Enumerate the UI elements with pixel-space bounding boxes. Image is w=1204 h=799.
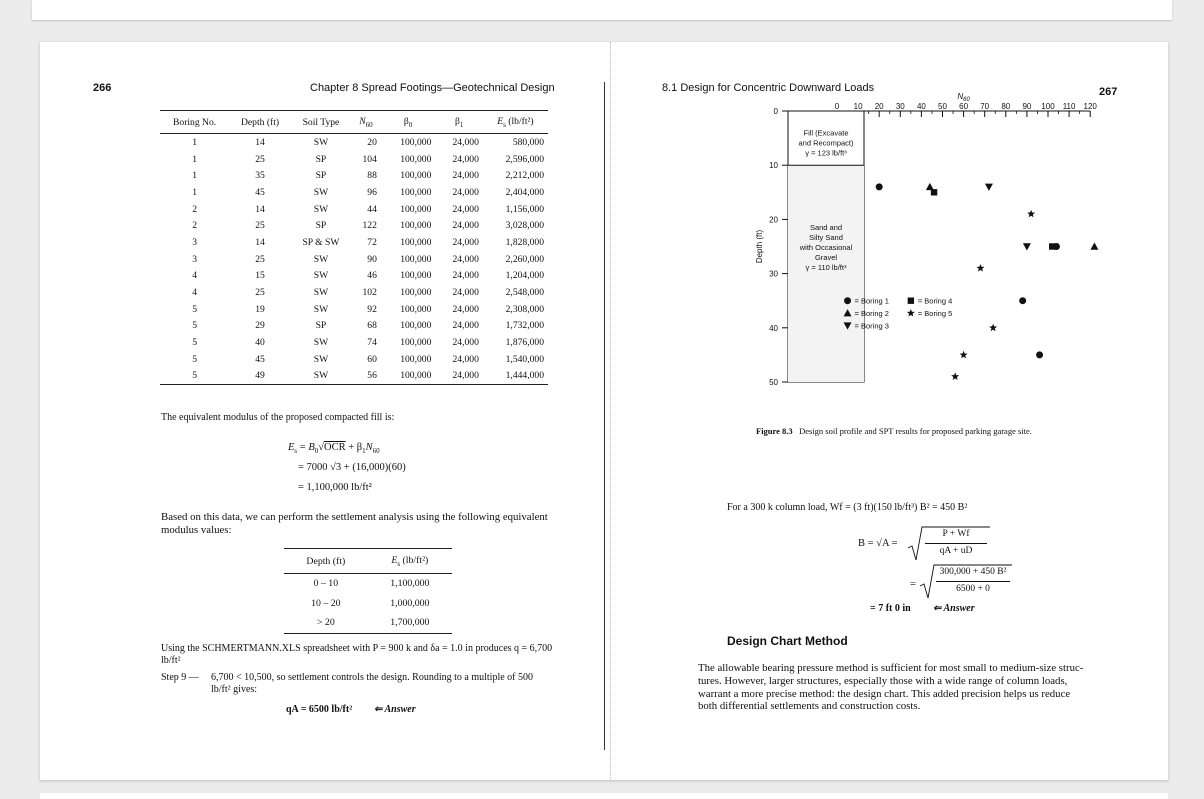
data-point-boring-1 [1019, 297, 1026, 304]
right-page-number: 267 [1099, 86, 1118, 98]
spreadsheet-line-1: Using the SCHMERTMANN.XLS spreadsheet with P = 900 k and δa = 1.0 in produces q = 6,700 [161, 643, 553, 654]
sand-layer-label: with Occasional [799, 243, 853, 253]
n60-tick-label: 60 [959, 102, 969, 111]
table-cell: SW [313, 136, 329, 148]
small-table-header [284, 549, 452, 574]
table-cell: 24,000 [452, 136, 479, 148]
table-cell: 90 [367, 253, 377, 265]
table-row [160, 351, 548, 368]
table-cell: 74 [367, 337, 377, 349]
table-cell: 5 [160, 368, 229, 385]
n60-tick-label: 0 [834, 102, 840, 111]
table-cell: 1,204,000 [505, 270, 544, 282]
figure-caption [756, 426, 1032, 436]
table-cell: 100,000 [400, 136, 432, 148]
n60-tick-label: 10 [853, 102, 863, 111]
settlement-paragraph: Based on this data, we can perform the settlement analysis using the following equivalent modulus values: [161, 511, 548, 536]
table-cell: 25 [255, 220, 265, 232]
data-point-boring-1 [876, 183, 883, 190]
table-cell: 1,732,000 [505, 320, 544, 332]
table-cell: 14 [255, 203, 265, 215]
table-cell: 24,000 [452, 220, 479, 232]
equivalent-modulus-table [284, 548, 452, 634]
table-row [160, 268, 548, 285]
col-header-soil: Soil Type [291, 111, 351, 134]
data-point-boring-5 [989, 324, 997, 332]
table-cell: 20 [367, 136, 377, 148]
table-cell: 100,000 [400, 170, 432, 182]
answer-label-right: ⇐ Answer [933, 603, 975, 614]
small-table-row [284, 574, 452, 594]
eq-frac2-bar [936, 581, 1010, 582]
data-point-boring-2 [1090, 243, 1098, 250]
right-running-head: 8.1 Design for Concentric Downward Loads [662, 82, 875, 94]
small-table-row [284, 613, 452, 633]
small-table-cell: 0 – 10 [313, 578, 339, 590]
table-cell: 24,000 [452, 353, 479, 365]
table-cell: 24,000 [452, 170, 479, 182]
table-cell: SW [313, 287, 329, 299]
table-cell: 100,000 [400, 220, 432, 232]
n60-tick-label: 100 [1041, 102, 1055, 111]
table-row [160, 151, 548, 168]
table-cell: 2,404,000 [505, 186, 544, 198]
small-table-row [284, 594, 452, 614]
sand-layer-label: Gravel [814, 253, 838, 263]
col-header-depth: Depth (ft) [229, 111, 291, 134]
equation-line-3: = 1,100,000 lb/ft² [298, 482, 372, 493]
table-row [160, 167, 548, 184]
data-point-boring-2 [926, 183, 934, 190]
figure-legend [844, 297, 953, 331]
table-cell: 5 [192, 337, 197, 349]
n60-tick-label: 30 [895, 102, 905, 111]
table-cell: 1 [192, 136, 197, 148]
depth-tick-label: 40 [769, 323, 778, 333]
table-cell: SW [313, 186, 329, 198]
small-col-es: $E_s$ (lb/ft²) [368, 549, 452, 574]
table-cell: 45 [255, 353, 265, 365]
table-cell: 1,828,000 [505, 236, 544, 248]
final-answer: qA = 6500 lb/ft² [286, 704, 353, 715]
table-row [160, 318, 548, 335]
table-cell: 100,000 [400, 203, 432, 215]
data-point-boring-3 [985, 184, 993, 191]
table-cell: SW [313, 270, 329, 282]
data-point-boring-5 [1027, 210, 1035, 218]
step-text-2: lb/ft² gives: [211, 684, 258, 695]
previous-page-edge [32, 0, 1172, 20]
table-row [160, 201, 548, 218]
eq-radical-2 [920, 564, 1012, 600]
table-cell: 5 [192, 320, 197, 332]
paragraph-line-3: warrant a more precise method: the design chart. This added precision helps us reduce [698, 687, 1071, 700]
table-cell: 1,444,000 [483, 368, 548, 385]
table-cell: SP [315, 170, 327, 182]
fill-layer-label: and Recompact) [798, 138, 854, 148]
table-cell: 100,000 [381, 368, 436, 385]
step-text-1: 6,700 < 10,500, so settlement controls the design. Rounding to a multiple of 500 [211, 672, 533, 683]
table-cell: SW [313, 253, 329, 265]
data-point-boring-3 [1023, 243, 1031, 250]
table-cell: 25 [255, 287, 265, 299]
table-header-row [160, 111, 548, 134]
table-cell: 46 [367, 270, 377, 282]
depth-tick-label: 30 [769, 269, 778, 279]
left-page-number: 266 [93, 82, 112, 94]
paragraph-line-1: The allowable bearing pressure method is sufficient for most small to medium-size struc- [698, 662, 1084, 674]
eq-frac2-den: 6500 + 0 [956, 584, 990, 594]
table-cell: SW [313, 203, 329, 215]
table-cell: 24,000 [452, 203, 479, 215]
table-cell: 44 [367, 203, 377, 215]
step-label: Step 9 — [161, 672, 199, 683]
caption-text: Design soil profile and SPT results for proposed parking garage site. [799, 426, 1032, 436]
table-cell: SP [315, 153, 327, 165]
table-cell: 102 [362, 287, 377, 299]
legend-label: = Boring 5 [917, 309, 953, 319]
table-cell: 100,000 [400, 270, 432, 282]
n60-tick-label: 70 [980, 102, 990, 111]
table-cell: 40 [255, 337, 265, 349]
table-cell: 56 [351, 368, 381, 385]
sand-layer-label: γ = 110 lb/ft³ [805, 263, 847, 273]
n60-tick-label: 80 [1001, 102, 1011, 111]
small-col-depth: Depth (ft) [284, 549, 368, 574]
table-cell: 2 [192, 203, 197, 215]
book-spread [40, 42, 1168, 780]
small-table-cell: 1,700,000 [368, 613, 452, 633]
table-cell: 122 [362, 220, 377, 232]
eq-frac2-num: 300,000 + 450 B² [939, 567, 1007, 577]
table-cell: 15 [255, 270, 265, 282]
table-cell: 14 [255, 136, 265, 148]
table-cell: SW [313, 337, 329, 349]
table-cell: 24,000 [452, 236, 479, 248]
col-header-n60: $N_{60}$ [351, 111, 381, 134]
legend-marker [908, 298, 914, 304]
table-cell: 104 [362, 153, 377, 165]
answer-label-left: ⇐ Answer [374, 704, 416, 715]
modulus-table [160, 110, 548, 385]
table-cell: 3,028,000 [505, 220, 544, 232]
figure-points [876, 183, 1099, 380]
table-cell: 5 [192, 303, 197, 315]
table-cell: 2,308,000 [505, 303, 544, 315]
data-point-boring-1 [1036, 351, 1043, 358]
n60-tick-label: 110 [1062, 102, 1076, 111]
table-cell: 1,876,000 [505, 337, 544, 349]
table-cell: 72 [367, 236, 377, 248]
legend-marker [844, 297, 851, 304]
table-cell: 4 [192, 287, 197, 299]
data-point-boring-4 [931, 189, 937, 195]
table-cell: 24,000 [435, 368, 482, 385]
table-cell: 24,000 [452, 270, 479, 282]
table-cell: 19 [255, 303, 265, 315]
table-cell: 1,540,000 [505, 353, 544, 365]
table-cell: 100,000 [400, 287, 432, 299]
small-table-cell: > 20 [284, 613, 368, 633]
col-header-es: $E_s$ (lb/ft²) [483, 111, 548, 134]
table-cell: 24,000 [452, 303, 479, 315]
n60-axis-label: $N_{60}$ [957, 92, 970, 103]
table-cell: 88 [367, 170, 377, 182]
table-cell: 60 [367, 353, 377, 365]
eq-frac1-num: P + Wf [942, 529, 970, 539]
legend-marker [907, 309, 915, 317]
sand-layer-shade [788, 165, 864, 382]
table-cell: 24,000 [452, 153, 479, 165]
equation-line-2: = 7000 √3 + (16,000)(60) [298, 462, 406, 473]
table-cell: 3 [192, 253, 197, 265]
table-cell: 1,156,000 [505, 203, 544, 215]
n60-tick-label: 20 [874, 102, 884, 111]
table-cell: 100,000 [400, 353, 432, 365]
table-cell: 100,000 [400, 253, 432, 265]
col-header-beta1: $\beta_1$ [435, 111, 482, 134]
legend-label: = Boring 3 [854, 321, 889, 331]
table-cell: 2 [192, 220, 197, 232]
legend-label: = Boring 1 [854, 296, 889, 306]
n60-tick-label: 90 [1022, 102, 1032, 111]
table-cell: 25 [255, 153, 265, 165]
table-cell: 1 [192, 153, 197, 165]
table-row [160, 217, 548, 234]
table-cell: 14 [255, 236, 265, 248]
table-cell: 96 [367, 186, 377, 198]
eq-radical-1 [908, 526, 990, 562]
table-cell: 35 [255, 170, 265, 182]
table-row [160, 301, 548, 318]
table-cell: 24,000 [452, 320, 479, 332]
eq-equals: = [910, 579, 916, 590]
eq-result: = 7 ft 0 in [870, 603, 911, 614]
table-cell: 100,000 [400, 153, 432, 165]
table-cell: 100,000 [400, 303, 432, 315]
eq-frac1-den: qA + uD [939, 546, 973, 556]
depth-axis-label: Depth (ft) [755, 229, 764, 264]
col-header-beta0: $\beta_0$ [381, 111, 436, 134]
spreadsheet-line-2: lb/ft² [161, 655, 181, 666]
figure-axes [755, 92, 1097, 387]
table-cell: 3 [192, 236, 197, 248]
table-row [160, 251, 548, 268]
table-cell: 2,212,000 [505, 170, 544, 182]
table-cell: 2,260,000 [505, 253, 544, 265]
caption-label: Figure 8.3 [756, 426, 793, 436]
sand-layer-label: Sand and [809, 223, 843, 233]
table-cell: SW [291, 368, 351, 385]
table-cell: 100,000 [400, 320, 432, 332]
table-row [160, 334, 548, 351]
table-row [160, 184, 548, 201]
paragraph-line-2: tures. However, larger structures, especially those with a wide range of column loads, [698, 674, 1068, 687]
table-cell: 24,000 [452, 253, 479, 265]
table-cell: 2,548,000 [505, 287, 544, 299]
n60-tick-label: 50 [938, 102, 947, 111]
table-row [160, 368, 548, 385]
table-cell: 45 [255, 186, 265, 198]
table-cell: 24,000 [452, 287, 479, 299]
table-cell: SW [313, 303, 329, 315]
col-header-boring: Boring No. [160, 111, 229, 134]
table-cell: 1 [192, 170, 197, 182]
table-cell: 100,000 [400, 186, 432, 198]
table-cell: 2,596,000 [505, 153, 544, 165]
column-load-text: For a 300 k column load, Wf = (3 ft)(150 lb/ft³) B² = 450 B² [727, 502, 968, 513]
small-table-cell: 1,000,000 [390, 597, 430, 609]
table-cell: SW [313, 353, 329, 365]
table-cell: 29 [255, 320, 265, 332]
fill-layer-label: Fill (Excavate [803, 128, 849, 138]
depth-tick-label: 50 [769, 378, 778, 387]
table-row [160, 134, 548, 151]
page-fold-line [604, 82, 605, 750]
depth-tick-label: 20 [769, 215, 778, 225]
small-table-cell: 10 – 20 [311, 597, 341, 609]
table-cell: 25 [255, 253, 265, 265]
table-cell: SP & SW [302, 236, 340, 248]
table-cell: 1 [192, 186, 197, 198]
data-point-boring-5 [951, 372, 959, 380]
eq-frac1-bar [925, 543, 987, 544]
section-heading: Design Chart Method [727, 634, 848, 648]
n60-tick-label: 40 [916, 102, 926, 111]
table-row [160, 284, 548, 301]
fill-layer-label: γ = 123 lb/ft³ [805, 148, 847, 158]
table-row [160, 234, 548, 251]
table-cell: 580,000 [512, 136, 544, 148]
n60-tick-label: 120 [1083, 102, 1097, 111]
table-cell: 24,000 [452, 337, 479, 349]
legend-label: = Boring 4 [917, 296, 953, 306]
legend-label: = Boring 2 [854, 309, 889, 319]
table-cell: 49 [229, 368, 291, 385]
table-cell: 24,000 [452, 186, 479, 198]
depth-tick-label: 0 [773, 107, 778, 116]
small-table-cell: 1,100,000 [390, 578, 430, 590]
data-point-boring-5 [960, 351, 968, 359]
table-cell: 4 [192, 270, 197, 282]
paragraph-line-4: both differential settlements and construction costs. [698, 700, 921, 713]
sand-layer-label: Silty Sand [809, 233, 843, 243]
eq-b-label: B = √A = [858, 538, 898, 549]
table-cell: 92 [367, 303, 377, 315]
table-cell: 100,000 [400, 236, 432, 248]
next-page-edge [40, 793, 1168, 799]
equation-line-1: $E_s = B_0√OCR + \beta_1N_{60}$ [288, 442, 380, 456]
table-cell: SP [315, 220, 327, 232]
depth-tick-label: 10 [769, 161, 778, 171]
table-cell: 5 [192, 353, 197, 365]
table-cell: SP [315, 320, 327, 332]
design-chart-paragraph [698, 662, 1083, 713]
table-cell: 100,000 [400, 337, 432, 349]
page-gutter [610, 42, 612, 780]
data-point-boring-5 [976, 264, 984, 272]
left-running-head: Chapter 8 Spread Footings—Geotechnical Design [310, 82, 555, 94]
data-point-boring-4 [1049, 243, 1055, 249]
intro-sentence: The equivalent modulus of the proposed compacted fill is: [161, 412, 395, 423]
table-cell: 68 [367, 320, 377, 332]
